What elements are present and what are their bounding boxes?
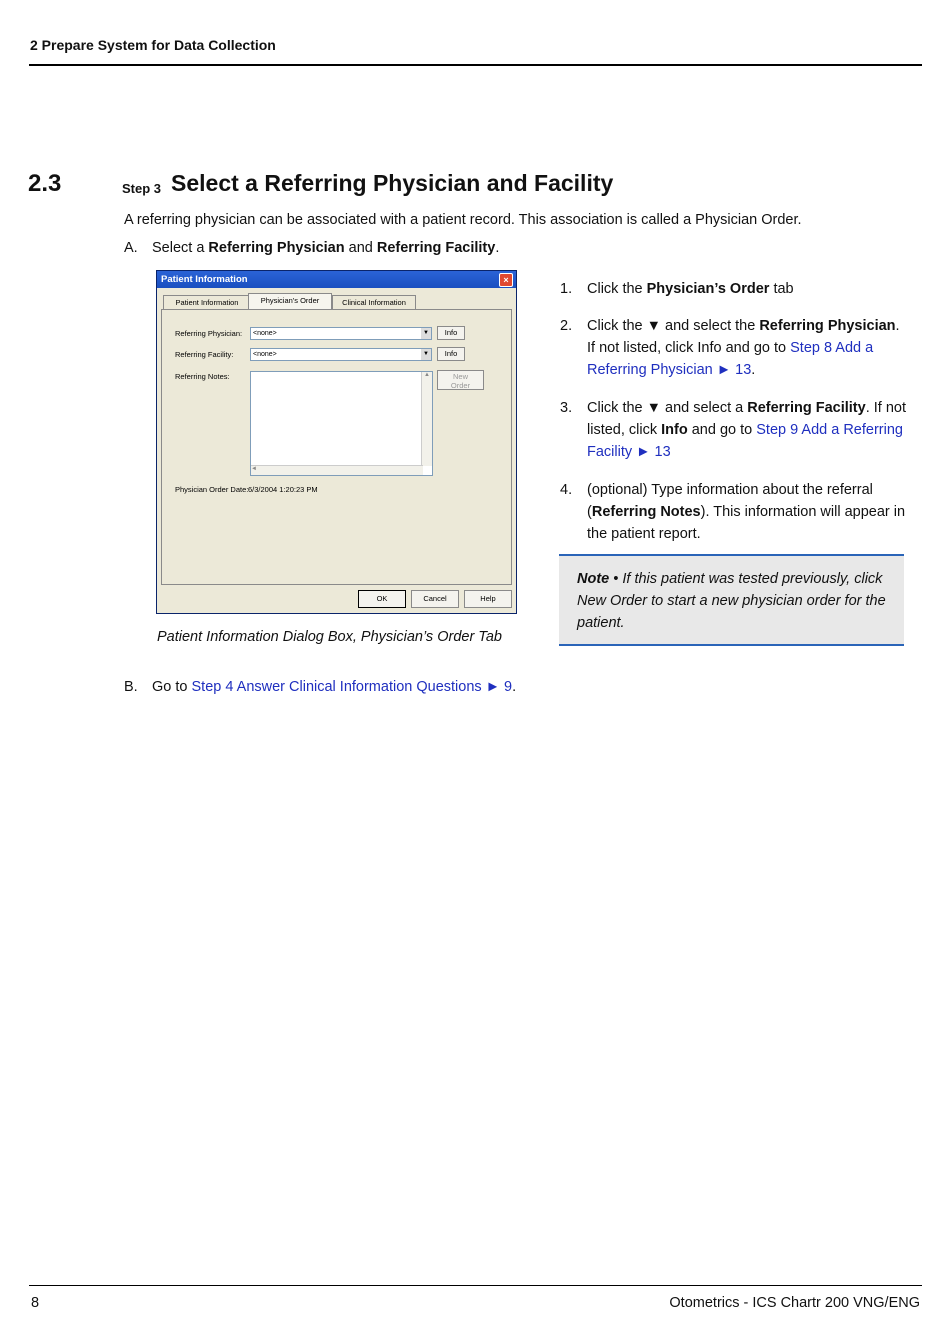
intro-paragraph: A referring physician can be associated with a patient record. This association is called a Physician Order. [124, 212, 802, 228]
cancel-button[interactable]: Cancel [411, 590, 459, 608]
note-label: Note [577, 571, 610, 587]
physician-info-button[interactable]: Info [437, 326, 465, 340]
section-step: Step 3 [122, 181, 162, 196]
tab-patient-information[interactable]: Patient Information [163, 295, 251, 310]
step-text: Click the ▼ and select a Referring Facility. If not listed, click Info and go to Step 9 Add a Referring Facility ► 13 [587, 400, 906, 460]
step-9-link[interactable]: Step 9 Add a Referring Facility ► 13 [587, 422, 903, 460]
dialog-title: Patient Information [161, 274, 248, 285]
running-header: 2 Prepare System for Data Collection [30, 37, 276, 53]
step-number: 4. [560, 482, 573, 498]
order-date-value: 6/3/2004 1:20:23 PM [248, 485, 318, 494]
referring-physician-select[interactable] [250, 327, 432, 340]
new-order-button[interactable] [437, 370, 484, 390]
header-rule [29, 64, 922, 66]
new-order-label-1: New [452, 372, 468, 381]
vertical-scrollbar[interactable]: ▲ [421, 372, 432, 466]
section-title: Select a Referring Physician and Facility [171, 170, 614, 196]
tab-panel [161, 309, 512, 585]
referring-facility-select[interactable] [250, 348, 432, 361]
referring-notes-label: Referring Notes: [175, 372, 230, 381]
referring-facility-value: <none> [253, 351, 277, 358]
referring-physician-label: Referring Physician: [175, 329, 243, 338]
step-text: Click the ▼ and select the Referring Physician. If not listed, click Info and go to Step 8 Add a Referring Physician ► 13. [587, 318, 900, 378]
step-text: (optional) Type information about the referral (Referring Notes). This information will appear in the patient report. [587, 482, 906, 542]
facility-info-button[interactable]: Info [437, 347, 465, 361]
help-button[interactable]: Help [464, 590, 512, 608]
close-icon[interactable]: × [499, 273, 513, 287]
chevron-down-icon[interactable]: ▼ [421, 328, 431, 339]
item-a-text: Select a Referring Physician and Referring Facility. [152, 240, 500, 256]
step-number: 2. [560, 318, 573, 334]
figure-caption: Patient Information Dialog Box, Physician’s Order Tab [157, 629, 502, 645]
item-b-letter: B. [124, 679, 138, 695]
step-4-link[interactable]: Step 4 Answer Clinical Information Questions ► 9 [191, 679, 513, 695]
footer-product: Otometrics - ICS Chartr 200 VNG/ENG [669, 1295, 920, 1311]
note-text: Note • If this patient was tested previously, click New Order to start a new physician order for the patient. [577, 571, 886, 631]
chevron-down-icon[interactable]: ▼ [421, 349, 431, 360]
note-box [559, 554, 904, 646]
new-order-label-2: Order [450, 381, 471, 390]
step-8-link[interactable]: Step 8 Add a Referring Physician ► 13 [587, 340, 874, 378]
referring-notes-textarea[interactable] [250, 371, 433, 476]
tab-clinical-information[interactable]: Clinical Information [332, 295, 416, 310]
dialog-titlebar [157, 271, 516, 288]
step-number: 1. [560, 281, 573, 297]
patient-information-dialog [156, 270, 517, 614]
horizontal-scrollbar[interactable]: ◄ [251, 465, 423, 475]
order-date-label: Physician Order Date: [175, 485, 249, 494]
step-number: 3. [560, 400, 573, 416]
referring-facility-label: Referring Facility: [175, 350, 234, 359]
tab-physicians-order[interactable]: Physician's Order [248, 293, 332, 310]
item-a-letter: A. [124, 240, 138, 256]
section-number: 2.3 [28, 170, 62, 197]
item-b-text: Go to Step 4 Answer Clinical Information Questions ► 9. [152, 679, 517, 695]
page-number: 8 [31, 1295, 40, 1311]
referring-physician-value: <none> [253, 330, 277, 337]
step-text: Click the Physician’s Order tab [587, 281, 794, 297]
ok-button[interactable]: OK [358, 590, 406, 608]
footer-rule [29, 1285, 922, 1286]
